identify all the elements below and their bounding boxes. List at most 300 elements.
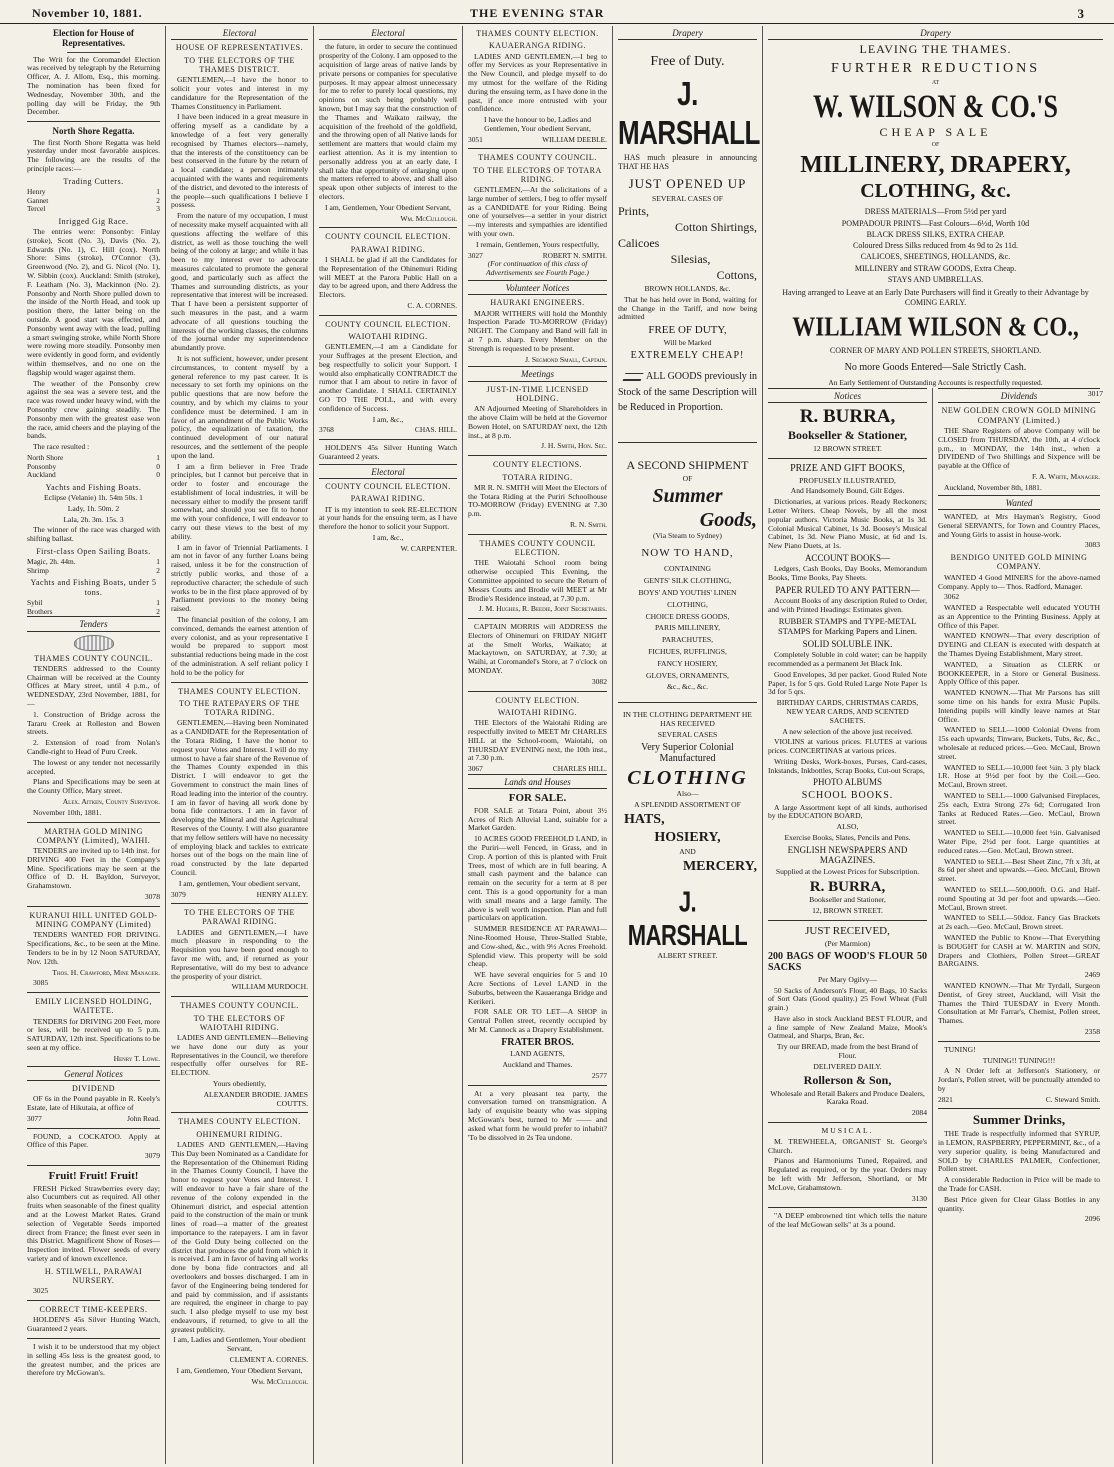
merchant-name-2: J. MARSHALL: [627, 885, 748, 952]
goods-list-item: GLOVES, ORNAMENTS,: [646, 670, 729, 680]
county-subheading: PARAWAI RIDING.: [350, 244, 426, 254]
dictionaries: Dictionaries, at various prices. Ready Reckoners; Letter Writers. Cheap Novels, by all the most popular authors. Victoria Music Books, at 1s 3d. Colonial Musical Cabinet, 1s 3d. Boosey's Musical Cabinet, 1s 3d. New Piano Music, at 6d and 1s. New Piano Duets, at 1s.: [768, 497, 927, 551]
county-body: I SHALL be glad if all the Candidates for the Representation of the Ohinemuri Riding will MEET at the Parora Public Hall on a day to be agreed upon, and there Address the Electors.: [319, 254, 457, 300]
golden-crown-date: Auckland, November 8th, 1881.: [944, 482, 1042, 492]
parawai-body: LADIES and GENTLEMEN,—I have much pleasure in responding to the Requisition you have been good enough to favor me with, and, if returned as your Representative, will do my best to advance the prosperity of your district.: [171, 927, 308, 981]
continuation-note: (For continuation of this class of Advertisements see Fourth Page.): [486, 259, 589, 278]
issue-date: November 10, 1881.: [32, 6, 143, 20]
ad-number: 2358: [1084, 1026, 1100, 1036]
martha-heading: MARTHA GOLD MINING COMPANY (Limited), WAIHI.: [36, 826, 151, 845]
meeting-signature: J. H. Smith, Hon. Sec.: [541, 441, 607, 451]
goods-heading: Goods,: [699, 508, 757, 531]
dividends-section-label: Dividends: [938, 388, 1100, 403]
letter-paragraph: I am a firm believer in Free Trade principles, but I cannot but perceive that in order to foster and encourage the establishment of local industries, it will be necessary either to modify the present tariff somewhat, and should you see fit to honor me with your confidence, I will endeavor to carry out these views to the best of my ability.: [171, 461, 308, 541]
trading-heading: Trading Cutters.: [63, 176, 124, 186]
ohinemuri-sign: I am, Ladies and Gentlemen, Your obedient Servant,: [173, 1335, 306, 1354]
small-yachts-heading: Yachts and Fishing Boats, under 5 tons.: [30, 578, 157, 597]
result-row: Tercel 3: [27, 204, 160, 214]
merchant-name: J. MARSHALL: [618, 73, 760, 152]
rollerson-trade: Wholesale and Retail Bakers and Produce Dealers, Karaka Road.: [770, 1088, 925, 1107]
burra-name-2: R. BURRA,: [809, 879, 886, 896]
county-body: IT is my intention to seek RE-ELECTION at your hands for the ensuing term, as I have therefore the honor to solicit your Support.: [319, 504, 457, 532]
photo-albums: PHOTO ALBUMS: [812, 777, 883, 788]
and: AND: [679, 846, 696, 856]
ad-number: 3062: [944, 592, 960, 602]
notices-section-label: Notices: [768, 388, 927, 403]
totara-signer: HENRY ALLEY.: [256, 889, 308, 899]
election-heading: Election for House of Representatives.: [52, 28, 135, 49]
regatta-intro: The first North Shore Regatta was held yesterday under most favorable auspices. The following are the results of the principle races:—: [27, 137, 160, 173]
house-subheading: TO THE ELECTORS OF THE THAMES DISTRICT.: [184, 55, 295, 74]
trewheela: M. TREWHEELA, ORGANIST St. George's Church.: [768, 1136, 927, 1155]
yacht-row: Lady, 1h. 50m. 2: [67, 503, 120, 513]
summer-drinks-body: THE Trade is respectfully informed that SYRUP, in LEMON, RASPBERRY, PEPPERMINT, &c., of a very superior quality, is being Manufactured and SOLD by CHARLES PALMER, Confectioner, Pollen street.: [938, 1129, 1100, 1174]
result-label: The race resulted :: [33, 442, 90, 452]
desks: Writing Desks, Work-boxes, Purses, Card-cases, Inkstands, Inkbottles, Scrap Books, Cut-out Scraps,: [768, 756, 927, 775]
goods-item: Prints,: [618, 204, 650, 219]
goods-item: Silesias,: [670, 252, 711, 267]
of-label: OF: [682, 473, 693, 483]
land-listing: 10 ACRES GOOD FREEHOLD LAND, in the Puriri—well Fenced, in Grass, and in Crop. A portion of this is planted with Fruit Trees, most of which are in full bearing. A small cash payment and the balance can remain on the security for a term at 8 per cent. This is a good opportunity for a man with small means and a large family. The above is well worth inspection. Plan and full particulars on application.: [468, 834, 607, 923]
yachts-heading: Yachts and Fishing Boats.: [45, 482, 142, 492]
price-line: MILLINERY and STRAW GOODS, Extra Cheap.: [854, 263, 1017, 273]
land-listing: WE have several enquiries for 5 and 10 Acre Sections of Level LAND in the Suburbs, between the Kauaeranga Bridge and Kerikeri.: [468, 970, 607, 1006]
supplied: Supplied at the Lowest Prices for Subscription.: [775, 866, 920, 876]
ad-number: 3077: [27, 1113, 42, 1123]
waiotahi-body: LADIES AND GENTLEMEN—Believing we have done our duty as your Representatives in the Council, we therefore respectfully offer ourselves for RE-ELECTION.: [171, 1033, 308, 1078]
of-label-2: OF: [931, 141, 940, 148]
ad-number: 3085: [33, 978, 49, 988]
clothing-dept: IN THE CLOTHING DEPARTMENT HE HAS RECEIVED: [623, 710, 752, 728]
mercery: MERCERY,: [682, 858, 757, 874]
letter-continuation: the future, in order to secure the continued prosperity of the Colony. I am opposed to the acquisition of large areas of native lands by private persons or companies for speculative purposes. It may appear almost unnecessary for me to refer to purely local questions, my opinions on such being probably well known, but I may say that the construction of the Thames and Waikato railway, the acquisition of the freehold of the goldfield, and the throwing open of all Native lands for settlement are matters that would claim my earliest attention. As it is my intention to personally address you at an early date, I shall take that opportunity of enlarging upon the matters referred to above, and shall also speak upon other subjects of interest to the electors.: [319, 42, 457, 201]
meeting-subheading: WAIOTAHI RIDING.: [497, 707, 578, 717]
wanted-ad: WANTED to SELL—Best Sheet Zinc, 7ft x 3ft, at 8s 6d per sheet and upwards.—Geo. McCaul, Brown street.: [938, 856, 1100, 884]
totara-sign: I am, gentlemen, Your obedient servant,: [178, 878, 301, 888]
wanted-section-label: Wanted: [938, 495, 1100, 510]
several-cases: SEVERAL CASES OF: [651, 193, 724, 203]
meeting-heading: COUNTY ELECTIONS.: [492, 460, 583, 470]
letter-paragraph: It is not sufficient, however, under present circumstances, to content myself by a general reference to my past career. It is necessary to set forth my opinions on the public questions that are now before the country, and by which my claims to your confidence must be determined. I am in favor of an amendment of the Public Works policy, the equalization of taxation, the continued development of our natural resources, and the settlement of the people upon the land.: [171, 353, 308, 460]
tea-anecdote: At a very pleasant tea party, the conversation turned on transmigration. A lady of exquisite beauty who was sipping McGowan's best, turned to Mr —— and asked what form he would prefer to inhabit? 'To be dissolved in 2s Tea undone.: [468, 1088, 607, 1142]
rubber-stamps: RUBBER STAMPS and TYPE-METAL STAMPS for Marking Papers and Linen.: [777, 615, 918, 636]
ohinemuri-heading: THAMES COUNTY ELECTION.: [178, 1117, 301, 1127]
goods-item: Cotton Shirtings,: [674, 220, 757, 235]
trewheela-body: Pianos and Harmoniums Tuned, Repaired, and Regulated as required, or by the year. Orders may be left with Mr Jefferson, Shortland, or Mr McLove, Grahamstown.: [768, 1156, 927, 1192]
county-heading: COUNTY COUNCIL ELECTION.: [325, 319, 451, 329]
kuranui-heading: KURANUI HILL UNITED GOLD-MINING COMPANY (Limited): [29, 910, 158, 930]
parawai-subheading: TO THE ELECTORS OF THE PARAWAI RIDING.: [184, 908, 295, 927]
totara-body: GENTLEMEN,—At the solicitations of a large number of settlers, I beg to offer myself as a CANDIDATE for your Riding. Being one of yourselves—a settler in your district—my interests and sympathies are identified with your own.: [468, 185, 607, 239]
column-5: [613, 26, 763, 1464]
dividend-body: OF 6s in the Pound payable in R. Keely's Estate, late of Hikutaia, at office of: [27, 1094, 160, 1113]
flour-note: Have also in stock Auckland BEST FLOUR, and a fine sample of New Zealand Maize, Mook's Oatmeal, and Sharps, Bran, &c.: [768, 1013, 927, 1041]
meeting-signature: R. N. Smith.: [569, 519, 607, 529]
extremely-cheap: EXTREMELY CHEAP!: [630, 349, 745, 361]
ad-number: 2469: [1084, 970, 1100, 980]
leave-notice: Having arranged to Leave at an Early Date Purchasers will find it Greatly to their Advantage by COMING EARLY.: [782, 288, 1089, 307]
tea-quote: "A DEEP embrowned tint which tells the nature of the leaf McGowan sells" at 3s a pound.: [768, 1211, 927, 1230]
wanted-ad: WANTED to SELL—500,000ft. O.G. and Half-round Spouting at 3d per foot and upwards.—Geo. McCaul, Brown street.: [938, 885, 1100, 912]
clothing-heading: CLOTHING: [627, 766, 748, 789]
wanted-ad: WANTED KNOWN—That every description of DYEING and CLEAN is executed with despatch at the Thames Dyeing Establishment, Mary street.: [938, 631, 1100, 659]
ad-number: 3079: [144, 1151, 160, 1161]
yacht-row: Lala, 2h. 3m. 15s. 3: [63, 514, 124, 524]
wanted-ad: WANTED KNOWN.—That Mr Tyrdall, Surgeon Dentist, of Grey street, Auckland, will Visit the Thames the Third TUESDAY in Every Month. Consultation at Mr Farrar's, Chemist, Pollen street, Thames.: [938, 980, 1100, 1026]
result-row: Auckland 0: [27, 470, 160, 480]
tenders-section-label: Tenders: [27, 616, 160, 631]
regatta-body-2: The weather of the Ponsonby crew against the sea was a severe test, and the race was rowed under heavy wind, with the Ponsonby crew gaining steadily. The Ponsonby men with the greatest ease won the race, amid cheers and the playing of the bands.: [27, 378, 160, 441]
rollerson-name: Rollerson & Son,: [803, 1072, 892, 1087]
agents-name: FRATER BROS.: [501, 1036, 574, 1048]
bookseller-2: Bookseller and Stationer,: [809, 895, 886, 905]
wanted-ad: WANTED to SELL—10,000 feet ¼in. 3 ply black I.R. Hose at 9½d per foot by the Coil.—Geo. McCaul, Brown street.: [938, 762, 1100, 790]
letter-paragraph: I have been induced in a great measure in offering myself as a candidate by a knowledge of a feet very generally recognised by Thames electors—namely, that the interests of the constituency can be best conserved in the future by the return of a local candidate; a person intimately acquainted with the wants and requirements of the district, and devoted to the interests of the people—such qualifications I believe I possess.: [171, 112, 308, 210]
paper-ruled: PAPER RULED TO ANY PATTERN—: [775, 584, 920, 595]
ad-number: 2096: [1084, 1214, 1100, 1224]
goods-list-item: FICHUES, RUFFLINGS,: [648, 646, 727, 656]
county-heading: COUNTY COUNCIL ELECTION.: [325, 232, 451, 242]
kauaeranga-subheading: KAUAERANGA RIDING.: [489, 41, 586, 51]
tender-note: The lowest or any tender not necessarily accepted.: [27, 757, 160, 776]
bread-note: Try our BREAD, made from the best Brand of Flour.: [776, 1042, 919, 1061]
price-line: STAYS AND UMBRELLAS.: [887, 274, 984, 284]
burra-name: R. BURRA,: [799, 406, 896, 428]
price-line: DRESS MATERIALS—From 5½d per yard: [864, 207, 1007, 217]
english-papers: ENGLISH NEWSPAPERS AND MAGAZINES.: [787, 844, 908, 866]
drapery-section-label: Drapery: [618, 26, 757, 40]
envelopes: Good Envelopes, 3d per packet. Good Ruled Note Paper, 1s for 5 qrs. Gold Ruled Large Note Paper 1s 3d for 5 qrs.: [768, 669, 927, 697]
goods-list-item: PARIS MILLINERY,: [655, 623, 720, 633]
pointing-hand-icon: [623, 373, 644, 381]
agents-title: LAND AGENTS,: [510, 1049, 565, 1059]
wilson-name: W. WILSON & CO.'S: [813, 87, 1058, 125]
leaving-thames: LEAVING THE THAMES.: [859, 42, 1012, 57]
county-signer: W. CARPENTER.: [400, 543, 457, 553]
tender-item: 2. Extension of road from Nolan's Candle-right to Head of Puru Creek.: [27, 738, 160, 756]
waiotahi-sign: Yours obediently,: [212, 1079, 267, 1089]
county-sign: I am, &c.,: [372, 414, 404, 424]
electoral-section-label: Electoral: [319, 464, 457, 479]
price-line: POMPADOUR PRINTS—Fast Colours—6½d, Worth 10d: [841, 218, 1030, 228]
totara-body: GENTLEMEN,—Having been Nominated as a CANDIDATE for the Representation of the Totara Riding, I have the honor to request your Votes and Interest. I will do my utmost to have a fair share of the Revenue of the Thames County expended in this District. I will endeavor to get the Government to construct the main lines of Road leading into the interior of the country. I am in favor of having all work done by bona fide contractors. I am in favor of developing the Mineral and the Agricultural Reserves of the County. I will also guarantee that my fellow settlers will have no necessity of employing black and tackles to extricate horses out of the bogs on the main line of road constructed by the late departed Council.: [171, 718, 308, 877]
tuning-body: A N Order left at Jefferson's Stationery, or Jordan's, Pollen street, will be punctually attended to by: [938, 1066, 1100, 1093]
goods-list-item: GENTS' SILK CLOTHING,: [643, 576, 732, 586]
wanted-ad: WANTED 4 Good MINERS for the above-named Company. Apply to— Thos. Radford, Manager.: [938, 572, 1100, 591]
ad-number: 2084: [911, 1108, 927, 1118]
golden-crown-body: THE Share Registers of above Company will be CLOSED from THURSDAY, the 10th, at 4 o'clock p.m., to MONDAY, the 14th inst., when a DIVIDEND of Two Shillings and Sixpence will be payable at the Office of: [938, 425, 1100, 471]
ohinemuri-subheading: OHINEMURI RIDING.: [196, 1129, 283, 1139]
general-notices-label: General Notices: [27, 1066, 160, 1081]
wilson-advert: [763, 26, 1108, 396]
totara-signer: ROBERT N. SMITH.: [542, 250, 607, 260]
martha-body: TENDERS are invited up to 14th inst. for DRIVING 400 Feet in the Company's Mine. Specifications may be seen at the Office of D. H. Bayldon, Surveyor, Grahamstown.: [27, 846, 160, 891]
fruit-body: FRESH Picked Strawberries every day; also Cucumbers cut as required. All other fruits when seasonable of the finest quality and at the Lowest Market Rates. Grand selection of Vegetable Seeds imported direct from France; the finest ever seen in this District. Magnificent Show of Roses—Inspection invited. Flower seeds of every variety and of known excellence.: [27, 1183, 160, 1263]
result-row: Brothers 2: [27, 606, 160, 616]
county-heading: COUNTY COUNCIL ELECTION.: [325, 482, 451, 491]
parawai-signer: WILLIAM MURDOCH.: [231, 982, 308, 992]
wilson-address: CORNER OF MARY AND POLLEN STREETS, SHORTLAND.: [829, 346, 1042, 356]
masthead: [0, 0, 1114, 24]
bound: And Handsomely Bound, Gilt Edges.: [790, 486, 905, 496]
several-cases-2: SEVERAL CASES: [657, 729, 718, 739]
no-more-goods: No more Goods Entered—Sale Strictly Cash.: [844, 361, 1027, 373]
goods-list-item: CHOICE DRESS GOODS,: [645, 611, 730, 621]
all-goods-notice: ALL GOODS previously in Stock of the same Description will be Reduced in Proportion.: [618, 371, 758, 414]
waiotahi-subheading: TO THE ELECTORS OF WAIOTAHI RIDING.: [193, 1013, 286, 1032]
meeting-signature: J. M. Hughes, R. Beedie, Joint Secretaries.: [478, 604, 607, 614]
account-list: Ledgers, Cash Books, Day Books, Memorandum Books, Time Books, Pay Sheets.: [768, 564, 927, 583]
totara-heading: THAMES COUNTY COUNCIL.: [478, 153, 597, 163]
delivered-daily: DELIVERED DAILY.: [813, 1061, 882, 1071]
wanted-ad: WANTED a Respectable well educated YOUTH as an Apprentice to the Printing Business. Apply at Office of this Paper.: [938, 603, 1100, 630]
tuning-heading: TUNING!: [944, 1044, 976, 1054]
ad-number: 3017: [1087, 388, 1103, 396]
meeting-subheading: TOTARA RIDING.: [502, 472, 573, 482]
goods-list-item: CLOTHING,: [667, 599, 708, 609]
kauaeranga-signer: WILLIAM DEEBLE.: [542, 134, 607, 144]
prize-books: PRIZE AND GIFT BOOKS,: [790, 462, 905, 474]
summer-drinks-heading: Summer Drinks,: [972, 1112, 1066, 1128]
county-signer: CHAS. HILL.: [414, 425, 457, 435]
house-letter-signer: Wm. McCullough.: [251, 1376, 308, 1386]
ohinemuri-signer: CLEMENT A. CORNES.: [229, 1355, 308, 1365]
wanted-ad: WANTED KNOWN.—That Mr Parsons has still some time on his hands for extra Music Pupils. Intending pupils will kindly leave names at Star Office.: [938, 688, 1100, 724]
hats: HATS,: [624, 811, 665, 827]
goods-list-item: FANCY HOSIERY,: [657, 658, 718, 668]
ad-number: 3051: [468, 134, 483, 144]
ad-number: 3130: [911, 1193, 927, 1203]
ad-number: 3079: [171, 889, 186, 899]
marshall-intro: HAS much pleasure in announcing THAT HE HAS: [618, 152, 757, 172]
via-steam: (Via Steam to Sydney): [653, 530, 722, 540]
ad-number: 3768: [319, 425, 334, 435]
yacht-note: The winner of the race was charged with shifting ballast.: [27, 525, 160, 544]
wanted-ad: WANTED to SELL—1000 Galvanised Fireplaces, 25s each, Extra Strong 27s 6d; Corrugated Iron Tanks at Reduced Rates.—Geo. McCaul, Brown street.: [938, 791, 1100, 827]
gig-heading: Inrigged Gig Race.: [58, 216, 129, 226]
lands-section-label: Lands and Houses: [468, 774, 607, 789]
land-listing: FOR SALE OR TO LET—A SHOP in Central Pollen street, recently occupied by Mr M. Cannock as a Drapery Establishment.: [468, 1007, 607, 1034]
wanted-ad: WANTED to SELL—1000 Colonial Ovens from 15s each upwards; Tinware, Buckets, Tubs, &c, &c., wholesale at reduced prices.—Geo. McCaul, Brown street.: [938, 725, 1100, 761]
regatta-body: The entries were: Ponsonby: Finlay (stroke), Scott (No. 3), Davis (No. 2), Edwards (No. 1), C. Hill (cox). North Shore: Sims (stroke), O'Connor (3), Greenwood (No. 2), and G. Nicol (No. 1), W. Sibbin (cox). Auckland: Smith (stroke), F. Leatham (No. 3), Mackinnon (No. 2). Ponsonby and North Shore pulled down to the inside of the North Head, and took up position there, the latter being on the outside. A good start was effected, and Ponsonby went away with the lead, pulling a smart swinging stroke, while North Shore were rowing more steadily. Ponsonby men were evidently in good form, and evidently within themselves, and no one on the flagship would wager against them.: [27, 227, 160, 377]
county-body: GENTLEMEN,—I am a Candidate for your Suffrages at the present Election, and beg respectfully to solicit your Support. I would also emphatically CONTRADICT the rumor that I am about to retire in favor of another Candidate. I SHALL CERTAINLY GO TO THE POLL, and with every confidence of Success.: [319, 342, 457, 413]
tender-body: TENDERS addressed to the County Chairman will be received at the County Offices at Mary street, until 4 p.m., of WEDNESDAY, 23rd November, 1881, for—: [27, 663, 160, 708]
letter-paragraph: From the nature of my occupation, I must of necessity make myself acquainted with all questions affecting the welfare of this district, as well as those touching the well being of the colony at large; and while it has been to my interest ever to advocate measures calculated to promote the general good, and particularly such as affect the Thames and surrounding districts, as your representative that interest will be increased. That I have been a persistent supporter of such measures in the past, and a warm advocate of all questions touching the interests of the working classes, the columns of the journal under my superintendence abundantly prove.: [171, 211, 308, 353]
county-sign: I am, &c.,: [372, 532, 404, 542]
ad-number: 3078: [144, 892, 160, 902]
totara-heading: THAMES COUNTY ELECTION.: [178, 686, 301, 696]
school-books: SCHOOL BOOKS.: [801, 789, 894, 801]
electoral-section-label: Electoral: [171, 26, 308, 40]
totara-subheading: TO THE ELECTORS OF TOTARA RIDING.: [473, 165, 602, 184]
letter-greeting: GENTLEMEN,—I have the honor to solicit your votes and interest in my candidature for the Representation of the Thames Constituency in Parliament.: [171, 75, 308, 111]
county-subheading: WAIOTAHI RIDING.: [348, 331, 428, 341]
kuranui-signature: Thos. H. Crawford, Mine Manager.: [52, 967, 160, 977]
land-listing: FOR SALE at Totara Point, about 3½ Acres of Rich Alluvial Land, suitable for a Market Garden.: [468, 805, 607, 833]
per-marmion: (Per Marmion): [824, 938, 871, 948]
kuranui-body: TENDERS WANTED FOR DRIVING. Specifications, &c., to be seen at the Mine. Tenders to be in by 12 Noon SATURDAY, Nov. 12th.: [27, 930, 160, 966]
school-body: A large Assortment kept of all kinds, authorised by the EDUCATION BOARD,: [768, 802, 927, 821]
wanted-ad: WANTED to SELL—50doz. Fancy Gas Brackets at 2s each.—Geo. McCaul, Brown street.: [938, 913, 1100, 932]
sailing-heading: First-class Open Sailing Boats.: [36, 546, 151, 556]
column-3: [314, 26, 463, 1464]
goods-list-item: PARACHUTES,: [662, 635, 713, 645]
royal-crest-icon: [74, 635, 114, 651]
waiotahi-heading: THAMES COUNTY COUNCIL.: [180, 1001, 299, 1011]
for-sale-heading: FOR SALE.: [508, 792, 567, 805]
price-line: CALICOES, SHEETINGS, HOLLANDS, &c.: [860, 252, 1011, 262]
price-line: Coloured Dress Silks reduced from 4s 9d to 2s 11d.: [852, 241, 1019, 251]
just-received: JUST RECEIVED,: [805, 924, 890, 937]
emily-body: TENDERS for DRIVING 200 Feet, more or less, will be received up to 5 p.m. SATURDAY, 12th inst. Specifications to be seen at my office.: [27, 1016, 160, 1053]
meeting-heading: JUST-IN-TIME LICENSED HOLDING.: [486, 384, 589, 404]
golden-crown-signature: F. A. White, Manager.: [1032, 471, 1100, 481]
found-notice: FOUND, a COCKATOO. Apply at Office of this Paper.: [27, 1131, 160, 1150]
clothing-heading: CLOTHING, &c.: [860, 180, 1011, 203]
column-7: [933, 388, 1105, 1464]
profusely: PROFUSELY ILLUSTRATED,: [799, 475, 896, 485]
paper-title: THE EVENING STAR: [470, 6, 605, 20]
result-row: Ponsonby 0: [27, 461, 160, 471]
also: ALSO,: [836, 822, 859, 832]
letter-sign: I am, Gentlemen, Your Obedient Servant,: [325, 202, 451, 212]
fruit-heading: Fruit! Fruit! Fruit!: [48, 1169, 139, 1182]
dividend-heading: DIVIDEND: [71, 1084, 116, 1094]
meeting-body: THE Electors of the Waiotahi Riding are respectfully invited to MEET Mr CHARLES HILL at the School-room, Waiotahi, on THURSDAY EVENING next, the 10th inst., at 7.30 p.m.: [468, 718, 607, 763]
result-row: Shrimp 2: [27, 565, 160, 575]
at-label: AT: [931, 79, 940, 86]
letter-signer: Wm. McCullough.: [400, 213, 457, 223]
paper-body: Account Books of any description Ruled to Order, and with Printed Headings: Estimates given.: [768, 596, 927, 615]
cheap-sale: CHEAP SALE: [879, 124, 992, 139]
result-row: Gannet 2: [27, 195, 160, 205]
price-line: BLACK DRESS SILKS, EXTRA CHEAP.: [866, 229, 1005, 239]
burra-street-2: 12, BROWN STREET.: [812, 906, 883, 916]
waiotahi-signers: ALEXANDER BRODIE. JAMES COUTTS.: [203, 1089, 308, 1108]
tuning-signature: C. Steward Smith.: [1045, 1094, 1100, 1104]
just-opened: JUST OPENED UP: [628, 175, 747, 191]
ad-number: 3025: [33, 1286, 49, 1296]
ad-number: 2577: [591, 1070, 607, 1080]
result-row: Magic, 2h. 44m. 1: [27, 557, 160, 567]
meetings-section-label: Meetings: [468, 366, 607, 381]
emily-heading: EMILY LICENSED HOLDING, WAITETE.: [35, 997, 152, 1016]
violins: VIOLINS at various prices. FLUTES at various prices. CONCERTINAS at various prices.: [768, 737, 927, 756]
meeting-body: AN Adjourned Meeting of Shareholders in the above Claim will be held at the Governor Bowen Hotel, on SATURDAY next, the 12th inst., at 8 p.m.: [468, 404, 607, 440]
goods-list-item: &c., &c., &c.: [666, 682, 709, 692]
soluble-ink: SOLID SOLUBLE INK.: [802, 638, 893, 649]
goods-item: Calicoes: [618, 236, 660, 251]
wanted-ad: WANTED to SELL—10,000 feet ½in. Galvanised Water Pipe, 2½d per foot. Large quantities at reduced rates.—Geo. McCaul, Brown street.: [938, 828, 1100, 855]
correct-heading: CORRECT TIME-KEEPERS.: [39, 1305, 148, 1315]
will-be-marked: Will be Marked: [663, 337, 712, 347]
drapery-section-label: Drapery: [768, 26, 1103, 40]
flour-list: 50 Sacks of Anderson's Flour, 40 Bags, 10 Sacks of Sort Oats (Good quality.) 25 Fowl Wheat (Full grain.): [768, 985, 927, 1013]
now-to-hand: NOW TO HAND,: [641, 546, 734, 559]
tuning-heading-2: TUNING!! TUNING!!!: [982, 1055, 1056, 1065]
flour-heading: 200 BAGS OF WOOD'S FLOUR 50 SACKS: [768, 950, 927, 974]
result-row: Sybil 1: [27, 597, 160, 607]
stilwell-name: H. STILWELL, PARAWAI NURSERY.: [44, 1266, 143, 1286]
county-signer: C. A. CORNES.: [407, 300, 457, 310]
birthday-cards: BIRTHDAY CARDS, CHRISTMAS CARDS, NEW YEAR CARDS, AND SCENTED SACHETS.: [776, 698, 919, 725]
ad-number: 2821: [938, 1094, 953, 1104]
hosiery: HOSIERY,: [654, 829, 721, 845]
land-listing: SUMMER RESIDENCE AT PARAWAI—Nine-Roomed House, Three-Stalled Stable, and Cow-shed, &c., with 9½ Acres Freehold. Splendid view. This property will be sold cheap.: [468, 924, 607, 969]
letter-paragraph: The financial position of the colony, I am convinced, demands the earnest attention of every colonist, and as your representative I would be prepared to support most substantial reductions being made in the cost of the administration. A self reliant policy I hold to be the policy for: [171, 615, 308, 677]
kauaeranga-body: LADIES AND GENTLEMEN,—I beg to offer my Services as your Representative in the New Council, and pledge myself to do my utmost for the welfare of the Riding during the ensuing term, as I have done in the past, if once more entrusted with your confidence.: [468, 51, 607, 114]
page-number: 3: [1077, 6, 1084, 21]
meeting-body: MR R. N. SMITH will Meet the Electors of the Totara Riding at the Puriri Schoolhouse TO-MORROW (Friday) EVENING at 7.30 p.m.: [468, 482, 607, 519]
free-of-duty: FREE OF DUTY,: [648, 324, 727, 337]
settlement-notice: An Early Settlement of Outstanding Accounts is respectfully requested.: [828, 378, 1043, 388]
further-reductions: FURTHER REDUCTIONS: [830, 61, 1041, 77]
albert-street: ALBERT STREET.: [657, 951, 718, 961]
result-row: Henry 1: [27, 187, 160, 197]
containing: CONTAINING: [663, 564, 712, 574]
william-wilson-name: WILLIAM WILSON & CO.,: [792, 311, 1079, 342]
ad-number: 3083: [1084, 540, 1100, 550]
account-books: ACCOUNT BOOKS—: [804, 552, 891, 563]
superior-manufactured: Very Superior Colonial Manufactured: [641, 741, 734, 765]
dividend-signature: John Read.: [127, 1113, 160, 1123]
column-6: [763, 388, 933, 1464]
column-2: [166, 26, 314, 1464]
electoral-section-label: Electoral: [319, 26, 457, 40]
tender-item: 1. Construction of Bridge across the Tararu Creek at Rolleston and Bowen streets.: [27, 709, 160, 737]
hauraki-signature: J. Segmond Small, Captain.: [525, 354, 607, 364]
tender-note-2: Plans and Specifications may be seen at the County Office, Mary street.: [27, 777, 160, 796]
volunteer-section-label: Volunteer Notices: [468, 280, 607, 295]
ink-body: Completely Soluble in cold water; can be happily recommended as a permanent Jet Black Ink.: [768, 650, 927, 668]
bendigo-heading: BENDIGO UNITED GOLD MINING COMPANY.: [950, 553, 1088, 572]
hauraki-body: MAJOR WITHERS will hold the Monthly Inspection Parade TO-MORROW (Friday) NIGHT. The Company and Band will fall in at 7 p.m. sharp. Every Member on the Strength is requested to be present.: [468, 308, 607, 353]
totara-sign: I remain, Gentlemen, Yours respectfully,: [475, 239, 600, 249]
result-row: North Shore 1: [27, 452, 160, 462]
burra-street: 12 BROWN STREET.: [813, 444, 882, 454]
meeting-body: THE Waiotahi School room being otherwise occupied This Evening, the Committee appointed to secure the Return of Messrs Coutts and Brodie will MEET at Mr Brodie's Residence instead, at 7.30 p.m.: [468, 558, 607, 603]
holden-notice: HOLDEN'S 45s Silver Hunting Watch, Guaranteed 2 years.: [27, 1315, 160, 1334]
county-subheading: PARAWAI RIDING.: [350, 494, 426, 504]
kauaeranga-sign: I have the honour to be, Ladies and Gentlemen, Your obedient Servant,: [483, 115, 592, 133]
election-body: The Writ for the Coromandel Election was received by telegraph by the Returning Officer, A. J. Allom, Esq., this morning. The nomination has been fixed for Wednesday, November 30th, and the polling day will be Friday, the 9th December.: [27, 54, 160, 117]
wish-notice: I wish it to be understood that my object in selling 45s less is the greatest good, to the greatest number, and the prices are therefore try McGowan's.: [27, 1341, 160, 1378]
goods-list-item: BOYS' AND YOUTHS' LINEN: [638, 587, 737, 597]
council-heading: THAMES COUNTY COUNCIL.: [34, 653, 153, 663]
bond-notice: That he has held over in Bond, waiting for the Change in the Tariff, and now being admitted: [618, 294, 757, 322]
bookseller: Bookseller & Stationer,: [788, 428, 907, 443]
goods-item: Cottons,: [716, 268, 757, 283]
emily-signature: Henry T. Lowe.: [113, 1053, 160, 1063]
wanted-ad: WANTED the Public to Know—That Everything is BOUGHT for CASH at W. MARTIN and SON, Drapers and Clothiers, Pollen Street—GREAT BARGAINS.: [938, 932, 1100, 969]
meeting-heading: THAMES COUNTY COUNCIL ELECTION.: [479, 538, 596, 558]
yacht-row: Eclipse (Velanie) 1h. 54m 50s. 1: [44, 492, 143, 502]
house-heading: HOUSE OF REPRESENTATIVES.: [175, 43, 304, 53]
totara-subheading: TO THE RATEPAYERS OF THE TOTARA RIDING.: [179, 698, 300, 718]
splendid-assortment: A SPLENDID ASSORTMENT OF: [634, 799, 741, 809]
letter-paragraph: I am in favor of Triennial Parliaments. I am not in favor of any further Loans being raised, unless it be for the construction of strictly public works, and those of a reproductive character; the schedule of such works to be in the first place approved of by Parliament previous to the money being raised.: [171, 542, 308, 614]
meeting-signature: CHARLES HILL.: [552, 764, 607, 774]
ad-number: 3067: [468, 764, 483, 774]
per-mary: Per Mary Ogilvy—: [817, 974, 878, 984]
musical-heading: MUSICAL.: [821, 1125, 874, 1135]
ad-number: 3027: [468, 250, 483, 260]
column-4: [463, 26, 613, 1464]
second-shipment: A SECOND SHIPMENT: [626, 457, 749, 472]
holden-notice: HOLDEN'S 45s Silver Hunting Watch Guaranteed 2 years.: [319, 442, 457, 461]
exercise: Exercise Books, Slates, Pencils and Pens.: [784, 832, 911, 842]
summer-heading: Summer: [652, 485, 723, 508]
